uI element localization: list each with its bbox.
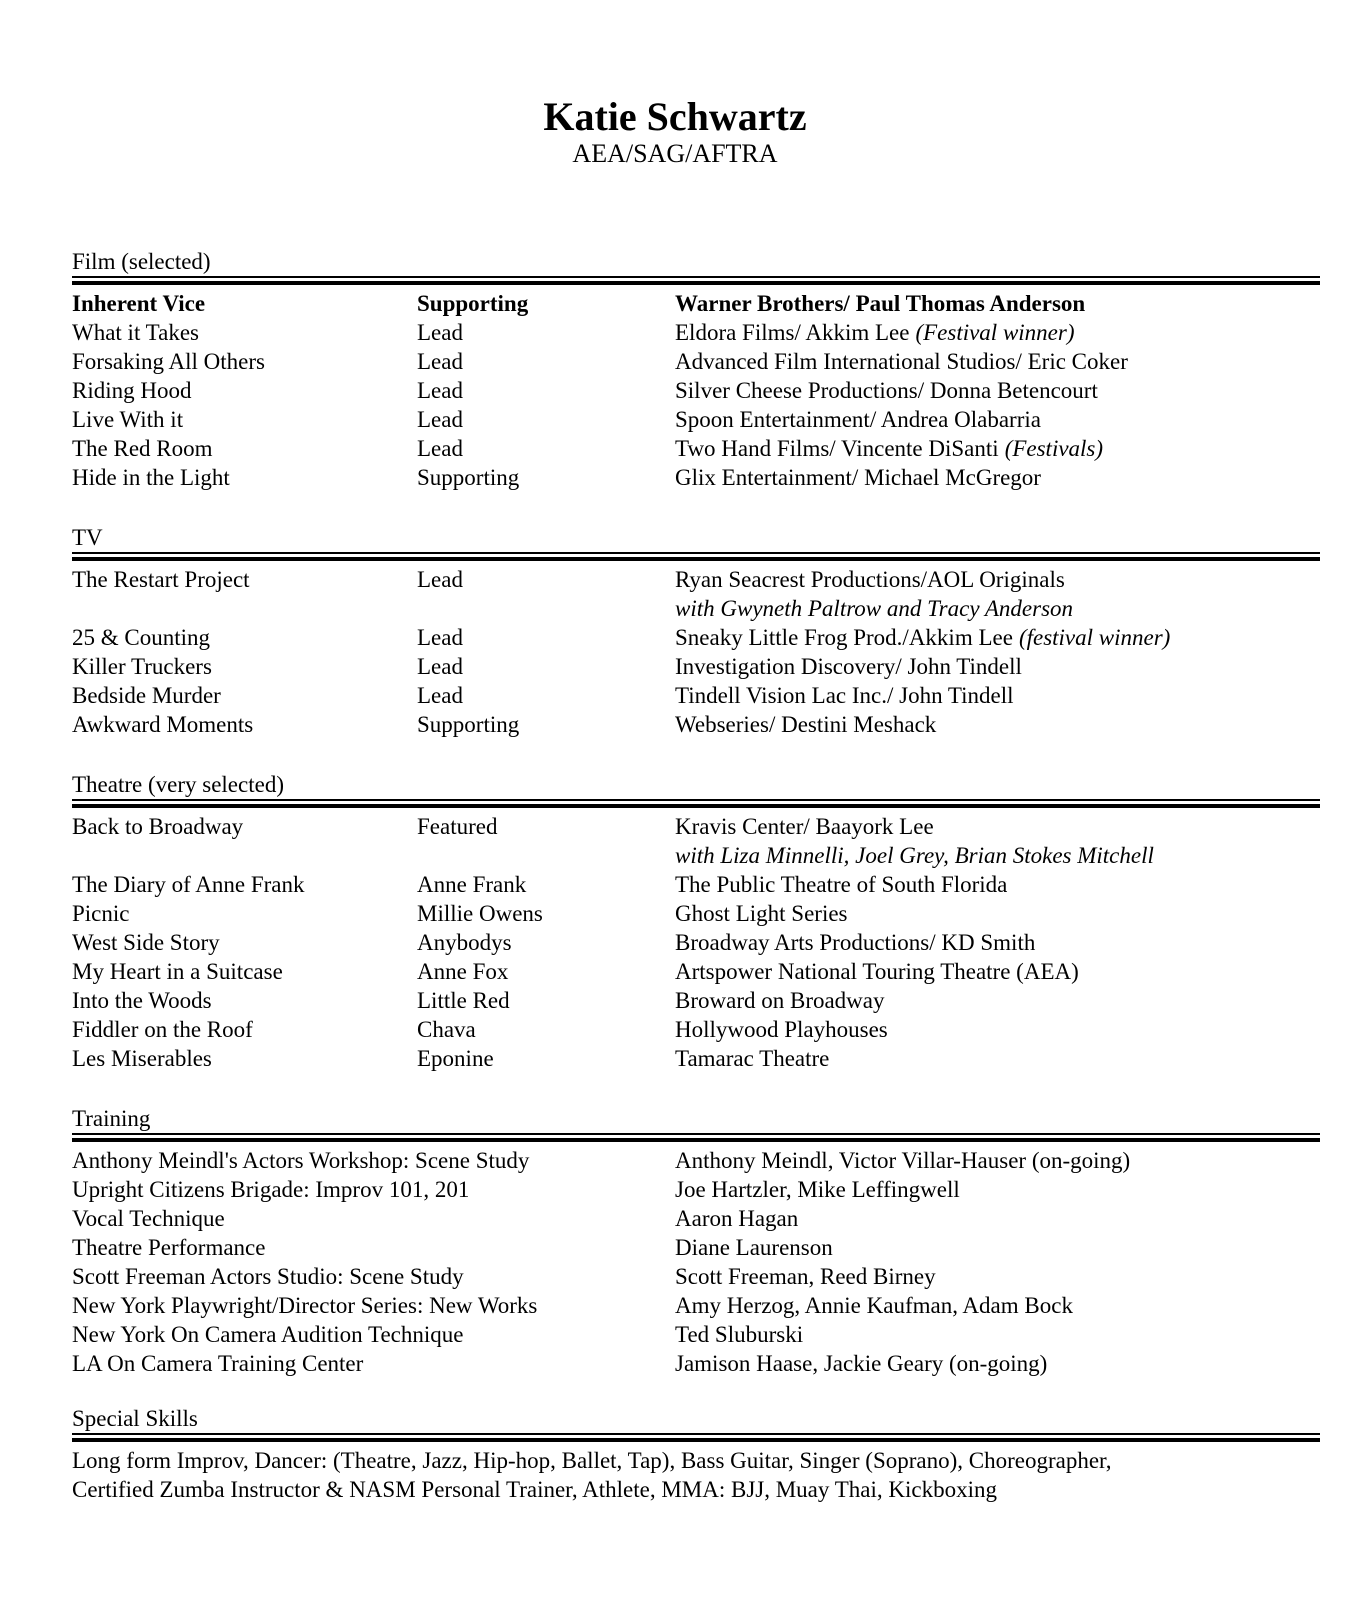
credit-note: (festival winner) — [1018, 625, 1171, 650]
credit-title-cell: Forsaking All Others — [72, 349, 265, 374]
table-row — [72, 1291, 1320, 1320]
credit-role-cell: Supporting — [417, 712, 520, 737]
training-table — [72, 1142, 1320, 1378]
table-row — [72, 347, 1320, 376]
special-skills-section — [72, 1404, 1320, 1504]
credit-title-cell: The Red Room — [72, 436, 213, 461]
training-course-cell: Scott Freeman Actors Studio: Scene Study — [72, 1264, 464, 1289]
table-row — [72, 463, 1320, 492]
credit-role-cell: Lead — [417, 683, 463, 708]
table-row — [72, 1349, 1320, 1378]
table-row — [72, 1044, 1320, 1073]
credit-title-cell: Killer Truckers — [72, 654, 212, 679]
section-rule — [72, 1433, 1320, 1442]
credit-title-cell: West Side Story — [72, 930, 220, 955]
credit-title-cell: Inherent Vice — [72, 291, 206, 316]
training-section — [72, 1104, 1320, 1378]
table-row — [72, 928, 1320, 957]
credit-role-cell: Anne Fox — [417, 959, 509, 984]
credit-company-cell: Artspower National Touring Theatre (AEA) — [675, 959, 1079, 984]
training-teachers-cell: Ted Sluburski — [675, 1322, 804, 1347]
credit-company-cell: Glix Entertainment/ Michael McGregor — [675, 465, 1041, 490]
training-teachers-cell: Joe Hartzler, Mike Leffingwell — [675, 1177, 960, 1202]
credit-company-cell: Tamarac Theatre — [675, 1046, 830, 1071]
table-row — [72, 376, 1320, 405]
actor-name: Katie Schwartz — [543, 94, 807, 139]
credit-company-cell: Sneaky Little Frog Prod./Akkim Lee (festival winner) — [675, 625, 1171, 650]
credit-role-cell: Lead — [417, 625, 463, 650]
training-course-cell: Theatre Performance — [72, 1235, 266, 1260]
credit-role-cell: Anybodys — [417, 930, 512, 955]
table-row — [72, 899, 1320, 928]
credit-company-cell: Silver Cheese Productions/ Donna Betencourt — [675, 378, 1098, 403]
credit-company-cell: Two Hand Films/ Vincente DiSanti (Festivals) — [675, 436, 1104, 461]
tv-section-heading: TV — [72, 525, 103, 550]
tv-section — [72, 523, 1320, 739]
section-rule — [72, 799, 1320, 808]
credit-title-cell: Les Miserables — [72, 1046, 212, 1071]
credit-company-cell: Eldora Films/ Akkim Lee (Festival winner) — [675, 320, 1075, 345]
table-row — [72, 289, 1320, 318]
training-course-cell: Upright Citizens Brigade: Improv 101, 201 — [72, 1177, 470, 1202]
credit-title-cell: Picnic — [72, 901, 130, 926]
table-row — [72, 652, 1320, 681]
credit-title-cell: 25 & Counting — [72, 625, 211, 650]
training-section-heading: Training — [72, 1106, 151, 1131]
special-skills-heading: Special Skills — [72, 1406, 198, 1431]
training-teachers-cell: Diane Laurenson — [675, 1235, 833, 1260]
credit-role-cell: Supporting — [417, 465, 520, 490]
training-course-cell: New York On Camera Audition Technique — [72, 1322, 464, 1347]
credit-role-cell: Lead — [417, 407, 463, 432]
table-row — [72, 1320, 1320, 1349]
credit-title-cell: The Restart Project — [72, 567, 250, 592]
credit-company-cell: Kravis Center/ Baayork Lee with Liza Minnelli, Joel Grey, Brian Stokes Mitchell — [675, 812, 1320, 870]
credit-role-cell: Eponine — [417, 1046, 494, 1071]
table-row — [72, 681, 1320, 710]
credit-role-cell: Little Red — [417, 988, 510, 1013]
credit-company-cell: Broadway Arts Productions/ KD Smith — [675, 930, 1036, 955]
credit-title-cell: Into the Woods — [72, 988, 212, 1013]
training-teachers-cell: Amy Herzog, Annie Kaufman, Adam Bock — [675, 1293, 1073, 1318]
credit-note: (Festival winner) — [915, 320, 1075, 345]
credit-subline: with Gwyneth Paltrow and Tracy Anderson — [675, 596, 1074, 621]
table-row — [72, 1015, 1320, 1044]
table-row — [72, 1233, 1320, 1262]
table-row — [72, 1146, 1320, 1175]
training-course-cell: New York Playwright/Director Series: New Works — [72, 1293, 538, 1318]
section-rule — [72, 1133, 1320, 1142]
credit-company-cell: Ryan Seacrest Productions/AOL Originals with Gwyneth Paltrow and Tracy Anderson — [675, 565, 1320, 623]
credit-title-cell: What it Takes — [72, 320, 199, 345]
credit-note: (Festivals) — [1004, 436, 1104, 461]
credit-company-cell: Ghost Light Series — [675, 901, 848, 926]
credit-title-cell: My Heart in a Suitcase — [72, 959, 283, 984]
union-affiliations: AEA/SAG/AFTRA — [572, 139, 778, 168]
special-skills-text — [72, 1442, 1320, 1504]
credit-company-cell: Warner Brothers/ Paul Thomas Anderson — [675, 291, 1086, 316]
table-row — [72, 986, 1320, 1015]
credit-title-cell: The Diary of Anne Frank — [72, 872, 305, 897]
theatre-credits-table — [72, 808, 1320, 1073]
credit-role-cell: Chava — [417, 1017, 476, 1042]
credit-role-cell: Lead — [417, 349, 463, 374]
credit-role-cell: Supporting — [417, 291, 529, 316]
credit-title-cell: Bedside Murder — [72, 683, 221, 708]
credit-company-cell: Tindell Vision Lac Inc./ John Tindell — [675, 683, 1014, 708]
credit-company-cell: Spoon Entertainment/ Andrea Olabarria — [675, 407, 1041, 432]
tv-credits-table — [72, 561, 1320, 739]
table-row — [72, 434, 1320, 463]
table-row — [72, 1204, 1320, 1233]
credit-title-cell: Riding Hood — [72, 378, 192, 403]
table-row — [72, 812, 1320, 870]
film-credits-table — [72, 285, 1320, 492]
training-course-cell: Anthony Meindl's Actors Workshop: Scene Study — [72, 1148, 530, 1173]
credit-company-cell: Advanced Film International Studios/ Eric Coker — [675, 349, 1128, 374]
credit-title-cell: Awkward Moments — [72, 712, 254, 737]
theatre-section-heading: Theatre (very selected) — [72, 772, 284, 797]
table-row — [72, 710, 1320, 739]
credit-role-cell: Lead — [417, 320, 463, 345]
section-rule — [72, 276, 1320, 285]
credit-company-cell: Investigation Discovery/ John Tindell — [675, 654, 1022, 679]
training-teachers-cell: Aaron Hagan — [675, 1206, 799, 1231]
credit-company-cell: Webseries/ Destini Meshack — [675, 712, 937, 737]
credit-role-cell: Lead — [417, 654, 463, 679]
training-course-cell: Vocal Technique — [72, 1206, 225, 1231]
credit-title-cell: Hide in the Light — [72, 465, 230, 490]
skills-text-line: Long form Improv, Dancer: (Theatre, Jazz, Hip-hop, Ballet, Tap), Bass Guitar, Singer (Soprano), Choreographer, — [72, 1448, 1112, 1473]
training-teachers-cell: Scott Freeman, Reed Birney — [675, 1264, 936, 1289]
training-course-cell: LA On Camera Training Center — [72, 1351, 364, 1376]
table-row — [72, 565, 1320, 623]
table-row — [72, 1175, 1320, 1204]
credit-company-cell: The Public Theatre of South Florida — [675, 872, 1008, 897]
table-row — [72, 318, 1320, 347]
table-row — [72, 957, 1320, 986]
table-row — [72, 1262, 1320, 1291]
credit-title-cell: Fiddler on the Roof — [72, 1017, 253, 1042]
film-section-heading: Film (selected) — [72, 249, 211, 274]
section-rule — [72, 552, 1320, 561]
training-teachers-cell: Anthony Meindl, Victor Villar-Hauser (on-going) — [675, 1148, 1131, 1173]
film-section — [72, 247, 1320, 492]
table-row — [72, 870, 1320, 899]
table-row — [72, 623, 1320, 652]
credit-role-cell: Featured — [417, 814, 498, 839]
credit-role-cell: Lead — [417, 567, 463, 592]
table-row — [72, 405, 1320, 434]
training-teachers-cell: Jamison Haase, Jackie Geary (on-going) — [675, 1351, 1048, 1376]
credit-role-cell: Lead — [417, 436, 463, 461]
skills-text-line: Certified Zumba Instructor & NASM Personal Trainer, Athlete, MMA: BJJ, Muay Thai, Kickboxing — [72, 1477, 997, 1502]
credit-role-cell: Anne Frank — [417, 872, 527, 897]
resume-header — [72, 95, 1278, 169]
credit-title-cell: Live With it — [72, 407, 184, 432]
credit-role-cell: Lead — [417, 378, 463, 403]
theatre-section — [72, 770, 1320, 1073]
credit-company-cell: Hollywood Playhouses — [675, 1017, 888, 1042]
credit-role-cell: Millie Owens — [417, 901, 543, 926]
credit-company-cell: Broward on Broadway — [675, 988, 885, 1013]
credit-subline: with Liza Minnelli, Joel Grey, Brian Stokes Mitchell — [675, 843, 1154, 868]
credit-title-cell: Back to Broadway — [72, 814, 244, 839]
